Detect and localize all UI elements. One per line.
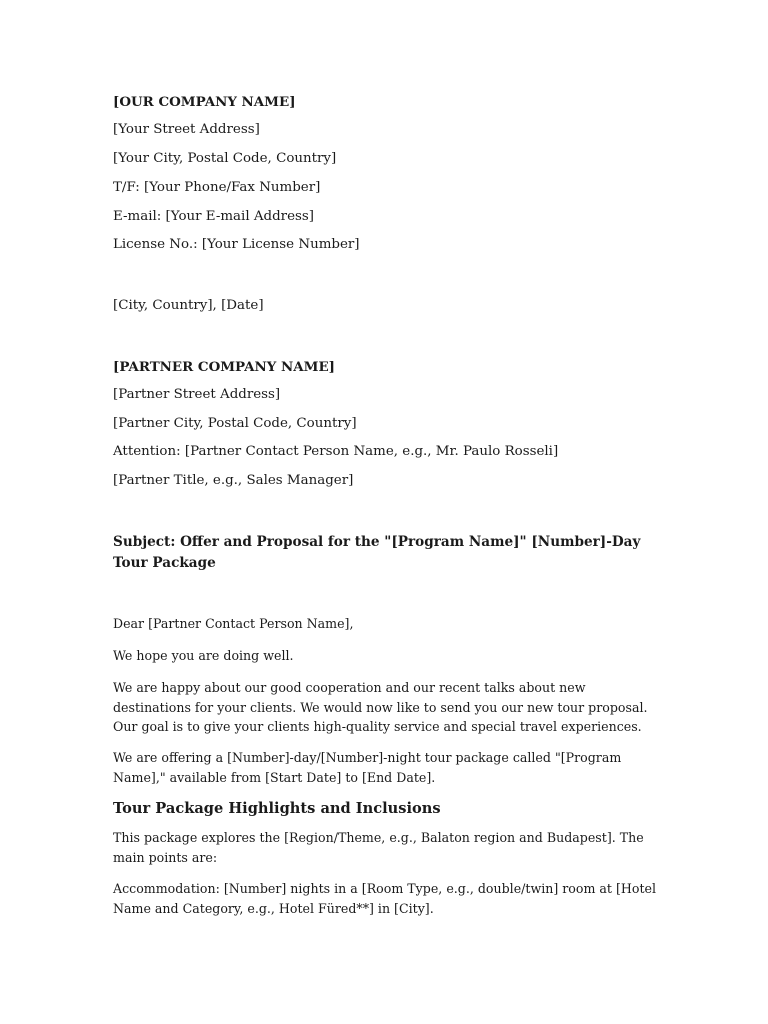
sender-license: License No.: [Your License Number] — [113, 237, 360, 252]
salutation: Dear [Partner Contact Person Name], — [113, 616, 354, 631]
section-heading: Tour Package Highlights and Inclusions — [113, 800, 441, 817]
sender-phone: T/F: [Your Phone/Fax Number] — [113, 180, 321, 195]
subject-line: Subject: Offer and Proposal for the "[Program Name]" [Number]-Day Tour Package — [113, 534, 641, 571]
recipient-attention: Attention: [Partner Contact Person Name, e.g., Mr. Paulo Rosseli] — [113, 444, 559, 459]
body-paragraph-2: We are happy about our good cooperation and our recent talks about new destinations for your clients. We would now like to send you our new tour proposal. Our goal is to give your clients high-quality service and special travel experiences. — [113, 680, 648, 734]
body-paragraph-4: This package explores the [Region/Theme, e.g., Balaton region and Budapest]. The main points are: — [113, 830, 644, 865]
date-line: [City, Country], [Date] — [113, 298, 264, 313]
sender-city: [Your City, Postal Code, Country] — [113, 151, 337, 166]
recipient-street: [Partner Street Address] — [113, 387, 281, 402]
recipient-city: [Partner City, Postal Code, Country] — [113, 416, 357, 431]
sender-company-name: [OUR COMPANY NAME] — [113, 94, 296, 110]
sender-email: E-mail: [Your E-mail Address] — [113, 209, 314, 224]
body-paragraph-3: We are offering a [Number]-day/[Number]-night tour package called "[Program Name]," available from [Start Date] to [End Date]. — [113, 750, 622, 785]
body-paragraph-5: Accommodation: [Number] nights in a [Room Type, e.g., double/twin] room at [Hotel Name and Category, e.g., Hotel Füred**] in [City]. — [113, 881, 657, 916]
recipient-title: [Partner Title, e.g., Sales Manager] — [113, 473, 354, 488]
sender-street: [Your Street Address] — [113, 122, 260, 137]
recipient-company-name: [PARTNER COMPANY NAME] — [113, 359, 335, 375]
body-paragraph-1: We hope you are doing well. — [113, 648, 294, 663]
